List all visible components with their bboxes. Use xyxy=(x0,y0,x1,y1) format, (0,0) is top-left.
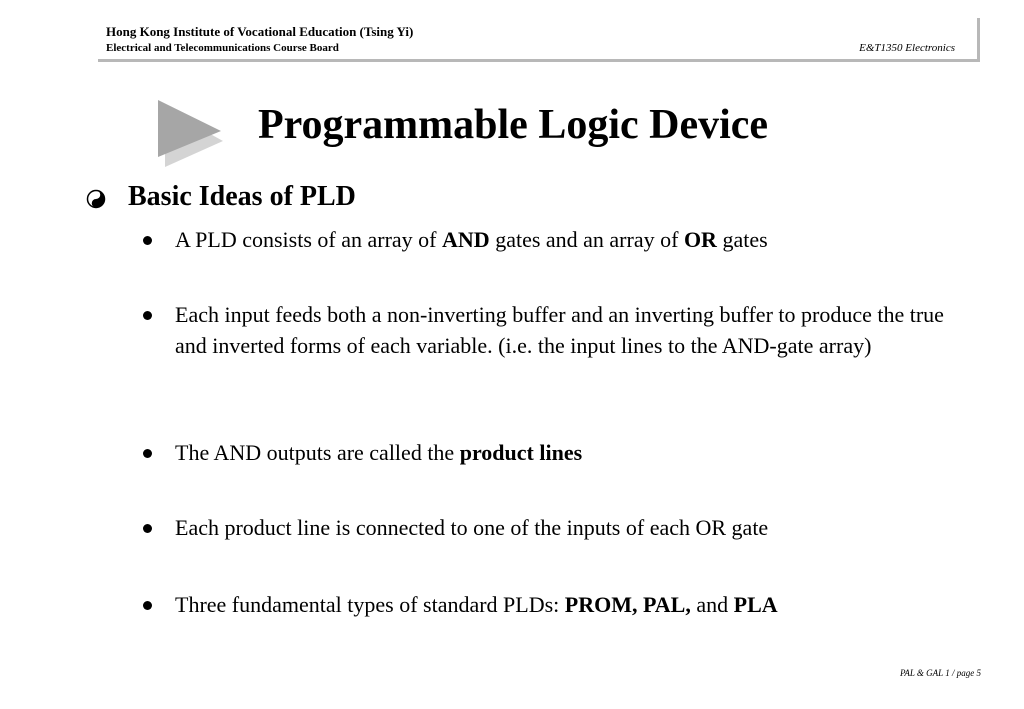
course-board-name: Electrical and Telecommunications Course Board xyxy=(106,42,339,54)
slide-title: Programmable Logic Device xyxy=(258,102,769,148)
bullet-item: Three fundamental types of standard PLDs: PROM, PAL, and PLA xyxy=(175,592,778,617)
bullet-dot xyxy=(143,601,152,610)
page-footer: PAL & GAL 1 / page 5 xyxy=(899,668,981,678)
bullet-dot xyxy=(143,449,152,458)
bullet-item: Each product line is connected to one of the inputs of each OR gate xyxy=(175,515,769,540)
section-heading: Basic Ideas of PLD xyxy=(128,181,356,212)
institute-name: Hong Kong Institute of Vocational Education (Tsing Yi) xyxy=(106,24,414,39)
bullet-item: A PLD consists of an array of AND gates and an array of OR gates xyxy=(175,227,768,252)
bullet-item: The AND outputs are called the product lines xyxy=(175,440,583,465)
bullet-item: Each input feeds both a non-inverting buffer and an inverting buffer to produce the true and inverted forms of each variable. (i.e. the input lines to the AND-gate array) xyxy=(175,302,944,358)
bullet-dot xyxy=(143,524,152,533)
bullet-dot xyxy=(143,311,152,320)
slide-header xyxy=(98,18,980,62)
yin-yang-icon xyxy=(86,189,106,209)
bullet-dot xyxy=(143,236,152,245)
play-arrow-icon xyxy=(155,97,227,169)
course-code: E&T1350 Electronics xyxy=(859,42,955,54)
